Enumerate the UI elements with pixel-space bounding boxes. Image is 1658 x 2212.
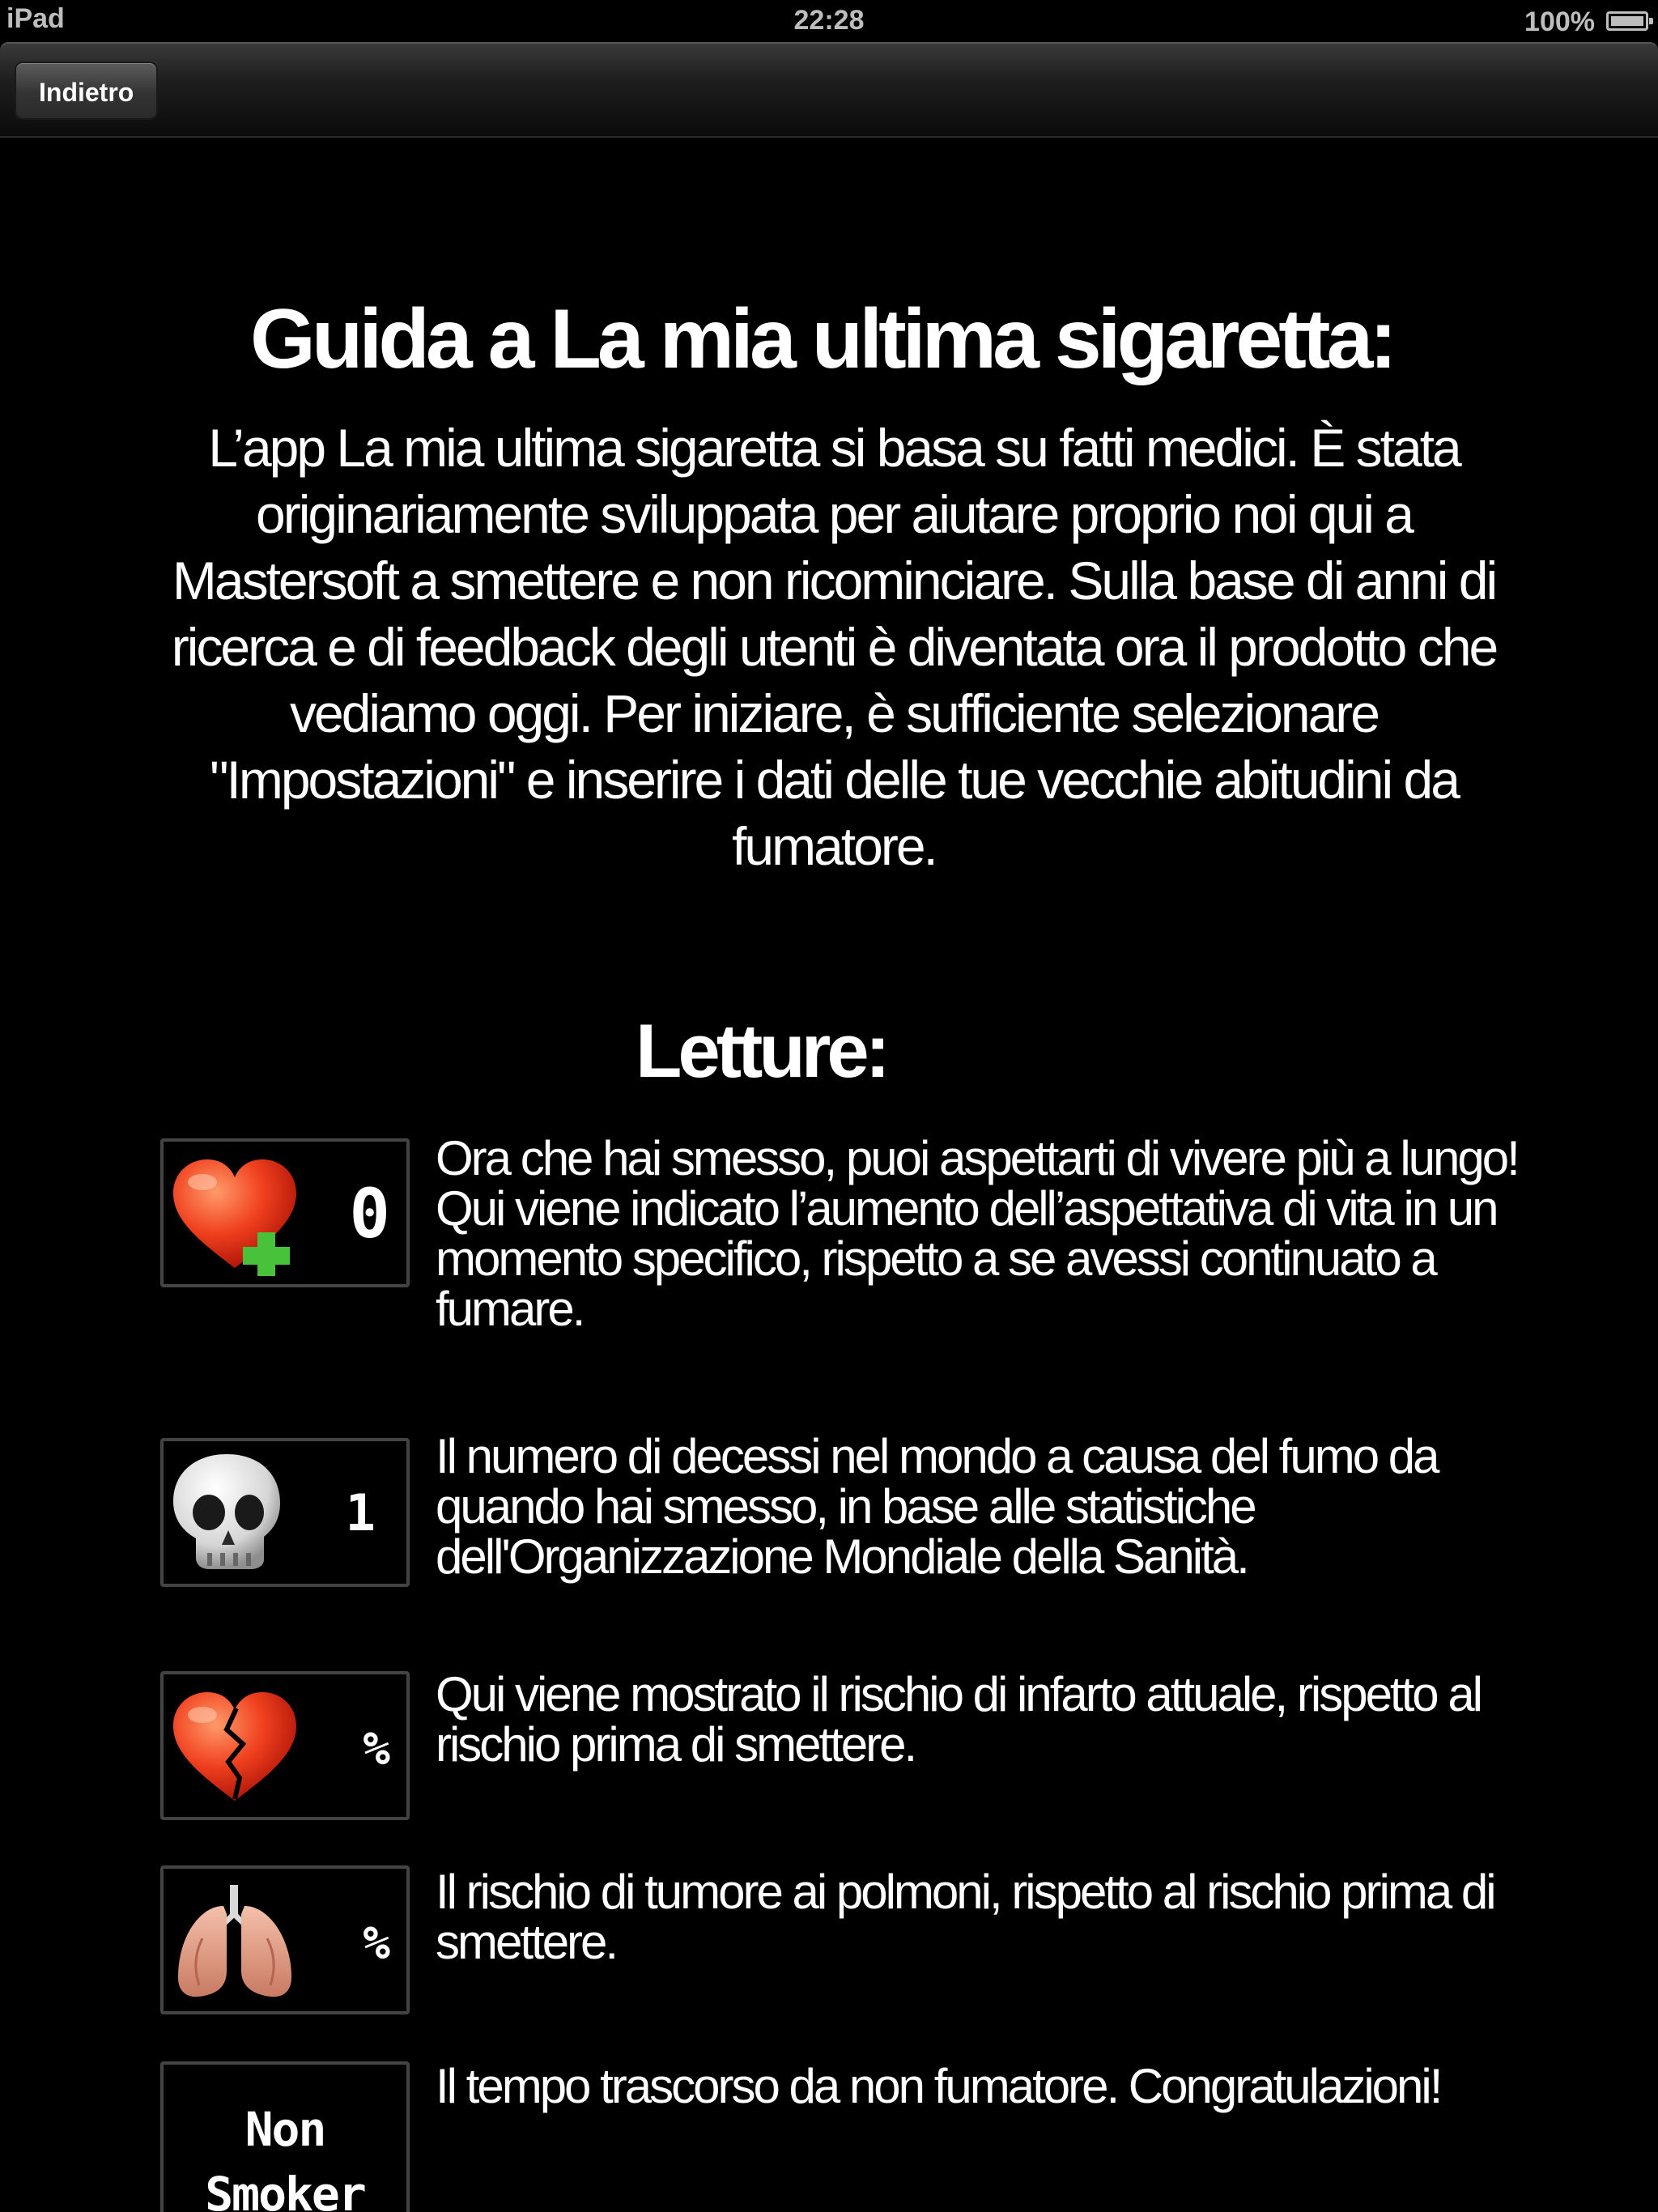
battery-percentage: 100% xyxy=(1524,6,1595,37)
life-expectancy-box xyxy=(160,1138,410,1287)
lung-cancer-risk-description: Il rischio di tumore ai polmoni, rispetto al rischio prima di smettere. xyxy=(436,1865,1494,1969)
heart-attack-risk-value: % xyxy=(363,1723,389,1776)
heart-attack-risk-box xyxy=(160,1671,410,1820)
guide-title: Guida a La mia ultima sigaretta: xyxy=(250,292,1393,386)
non-smoker-box xyxy=(160,2061,410,2212)
status-bar xyxy=(0,0,1658,42)
broken-heart-icon xyxy=(170,1687,304,1809)
non-smoker-line1: Non xyxy=(244,2102,325,2157)
lungs-icon xyxy=(170,1882,304,2003)
intro-paragraph: L’app La mia ultima sigaretta si basa su fatti medici. È stata originariamente sviluppata per aiutare proprio noi qui a Mastersoft a smettere e non ricominciare. Sulla base di anni di ricerca e di feedback degli utenti è diventata ora il prodotto che vediamo oggi. Per iniziare, è sufficiente selezionare "Impostazioni" e inserire i dati delle tue vecchie abitudini da fumatore. xyxy=(171,418,1497,876)
deaths-value: 1 xyxy=(345,1483,374,1542)
readings-title: Letture: xyxy=(636,1008,886,1093)
heart-plus-icon xyxy=(170,1155,304,1276)
lung-cancer-risk-value: % xyxy=(363,1917,389,1970)
device-name: iPad xyxy=(6,3,65,34)
non-smoker-line2: Smoker xyxy=(205,2167,365,2212)
heart-attack-risk-description: Qui viene mostrato il rischio di infarto attuale, rispetto al rischio prima di smettere. xyxy=(436,1667,1482,1772)
lung-cancer-risk-box xyxy=(160,1865,410,2014)
navigation-bar xyxy=(0,42,1658,138)
deaths-description: Il numero di decessi nel mondo a causa del fumo da quando hai smesso, in base alle statistiche dell'Organizzazione Mondiale della Sanità. xyxy=(436,1429,1438,1584)
life-expectancy-description: Ora che hai smesso, puoi aspettarti di vivere più a lungo! Qui viene indicato l’aumento dell’aspettativa di vita in un momento specifico, rispetto a se avessi continuato a fumare. xyxy=(436,1131,1518,1336)
back-button[interactable]: Indietro xyxy=(15,62,158,120)
non-smoker-description: Il tempo trascorso da non fumatore. Congratulazioni! xyxy=(436,2059,1441,2113)
deaths-box xyxy=(160,1438,410,1587)
life-expectancy-value: 0 xyxy=(349,1174,389,1253)
non-smoker-badge xyxy=(164,2097,406,2212)
battery-icon xyxy=(1606,11,1648,31)
skull-icon xyxy=(170,1449,304,1571)
status-time: 22:28 xyxy=(793,5,865,36)
